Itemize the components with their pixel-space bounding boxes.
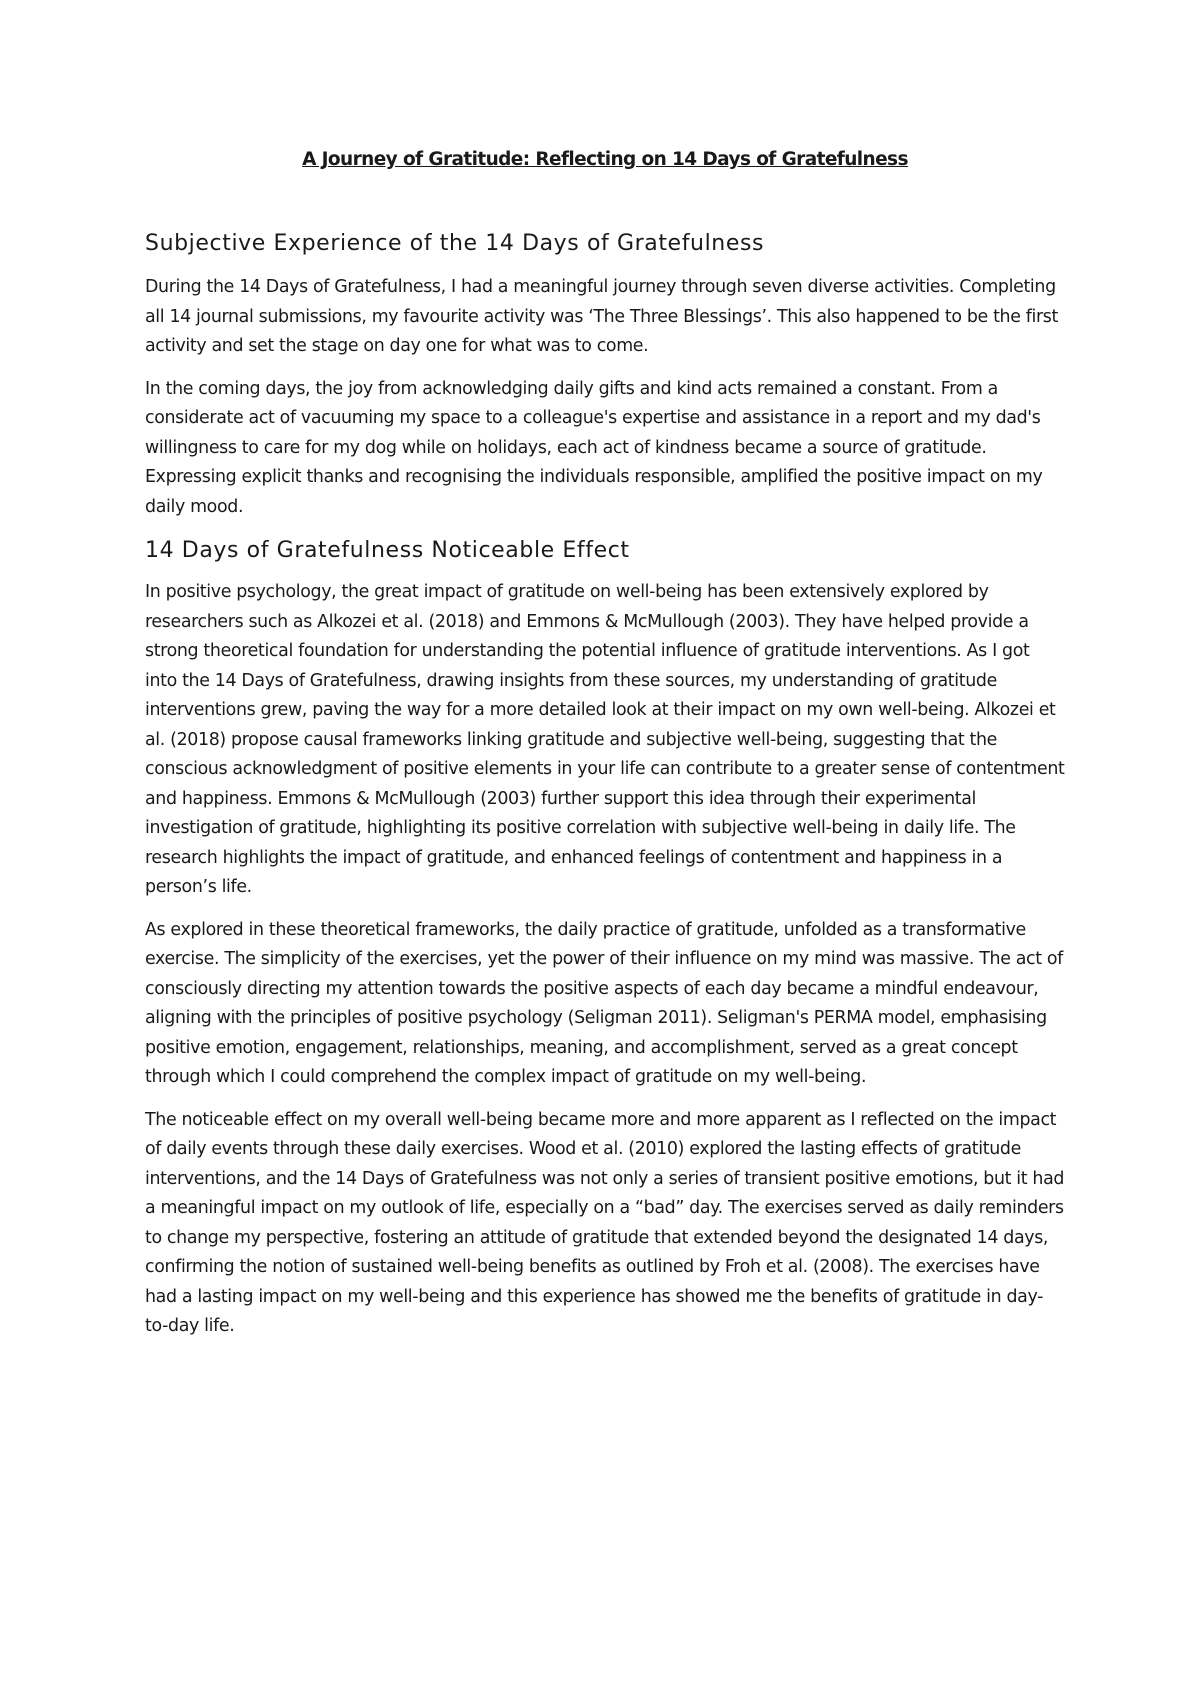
document-title: A Journey of Gratitude: Reflecting on 14 Days of Gratefulness <box>302 149 908 170</box>
section-heading-subjective-experience: Subjective Experience of the 14 Days of Gratefulness <box>145 231 765 256</box>
paragraph: During the 14 Days of Gratefulness, I had a meaningful journey through seven diverse activities. Completing all 14 journal submissions, my favourite activity was ‘The Three Blessings’. This also happened to be the first activity and set the stage on day one for what was to come. <box>145 277 1058 356</box>
document-page <box>145 140 1065 1342</box>
paragraph: In the coming days, the joy from acknowledging daily gifts and kind acts remained a constant. From a considerate act of vacuuming my space to a colleague's expertise and assistance in a report and my dad's willingness to care for my dog while on holidays, each act of kindness became a source of gratitude. Expressing explicit thanks and recognising the individuals responsible, amplified the positive impact on my daily mood. <box>145 378 1043 517</box>
paragraph: In positive psychology, the great impact of gratitude on well-being has been extensively explored by researchers such as Alkozei et al. (2018) and Emmons & McMullough (2003). They have helped provide a strong theoretical foundation for understanding the potential influence of gratitude interventions. As I got into the 14 Days of Gratefulness, drawing insights from these sources, my understanding of gratitude interventions grew, paving the way for a more detailed look at their impact on my own well-being. Alkozei et al. (2018) propose causal frameworks linking gratitude and subjective well-being, suggesting that the conscious acknowledgment of positive elements in your life can contribute to a greater sense of contentment and happiness. Emmons & McMullough (2003) further support this idea through their experimental investigation of gratitude, highlighting its positive correlation with subjective well-being in daily life. The research highlights the impact of gratitude, and enhanced feelings of contentment and happiness in a person’s life. <box>145 582 1065 897</box>
paragraph: The noticeable effect on my overall well-being became more and more apparent as I reflected on the impact of daily events through these daily exercises. Wood et al. (2010) explored the lasting effects of gratitude interventions, and the 14 Days of Gratefulness was not only a series of transient positive emotions, but it had a meaningful impact on my outlook of life, especially on a “bad” day. The exercises served as daily reminders to change my perspective, fostering an attitude of gratitude that extended beyond the designated 14 days, confirming the notion of sustained well-being benefits as outlined by Froh et al. (2008). The exercises have had a lasting impact on my well-being and this experience has showed me the benefits of gratitude in day-to-day life. <box>145 1109 1065 1336</box>
paragraph: As explored in these theoretical frameworks, the daily practice of gratitude, unfolded as a transformative exercise. The simplicity of the exercises, yet the power of their influence on my mind was massive. The act of consciously directing my attention towards the positive aspects of each day became a mindful endeavour, aligning with the principles of positive psychology (Seligman 2011). Seligman's PERMA model, emphasising positive emotion, engagement, relationships, meaning, and accomplishment, served as a great concept through which I could comprehend the complex impact of gratitude on my well-being. <box>145 919 1063 1087</box>
section-heading-noticeable-effect: 14 Days of Gratefulness Noticeable Effect <box>145 538 630 563</box>
